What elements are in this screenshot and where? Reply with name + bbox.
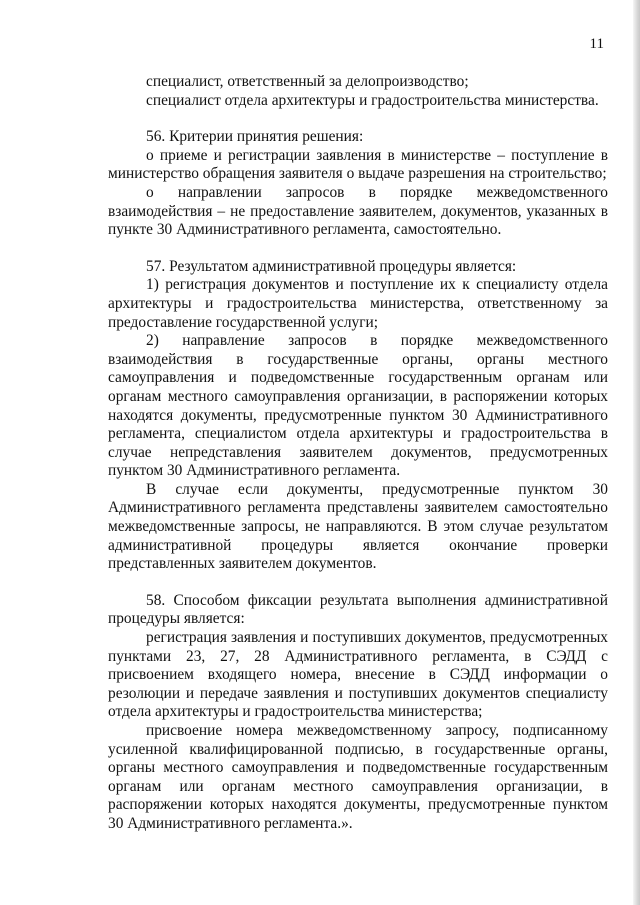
paragraph: регистрация заявления и поступивших документов, предусмотренных пунктами 23, 27, 28 Административного регламента, в СЭДД с присвоением входящего номера, внесение в СЭДД информации о резолюции и передаче заявления и поступивших документов специалисту отдела архитектуры и градостроительства министерства; (108, 629, 608, 721)
paragraph: В случае если документы, предусмотренные пунктом 30 Административного регламента представлены заявителем самостоятельно межведомственные запросы, не направляются. В этом случае результатом административной процедуры является окончание проверки представленных заявителем документов. (108, 480, 608, 573)
paragraph: специалист, ответственный за делопроизводство; (146, 73, 469, 90)
section-heading: 58. Способом фиксации результата выполнения административной процедуры является: (108, 591, 608, 628)
paragraph: присвоение номера межведомственному запросу, подписанному усиленной квалифицированной подписью, в государственные органы, органы местного самоуправления и подведомственные государственным органам или органам местного самоуправления организации, в распоряжении которых находятся документы, предусмотренные пунктом 30 Административного регламента.». (108, 722, 608, 832)
section-heading: 56. Критерии принятия решения: (146, 128, 364, 146)
paragraph: 2) направление запросов в порядке межведомственного взаимодействия в государственные органы, органы местного самоуправления и подведомственные государственным органам или органам местного самоуправления организации, в распоряжении которых находятся документы, предусмотренные пунктом 30 Административного регламента, специалистом отдела архитектуры и градостроительства в случае непредставления заявителем документов, предусмотренных пунктом 30 Административного регламента. (108, 332, 608, 480)
section-56 (108, 128, 608, 240)
document-body (108, 73, 608, 834)
paragraph: о направлении запросов в порядке межведомственного взаимодействия – не предоставление заявителем, документов, указанных в пункте 30 Административного регламента, самостоятельно. (108, 183, 608, 239)
section-57 (108, 258, 608, 574)
scan-edge-shadow (633, 0, 640, 905)
paragraph: о приеме и регистрации заявления в министерстве – поступление в министерство обращения заявителя о выдаче разрешения на строительство; (108, 146, 608, 183)
paragraph: специалист отдела архитектуры и градостроительства министерства. (146, 91, 599, 109)
section-specialists (108, 73, 608, 110)
section-heading: 57. Результатом административной процедуры является: (146, 257, 517, 275)
page-number: 11 (589, 36, 604, 52)
section-58 (108, 592, 608, 834)
paragraph: 1) регистрация документов и поступление их к специалисту отдела архитектуры и градостроительства министерства, ответственному за предоставление государственной услуги; (108, 276, 608, 331)
